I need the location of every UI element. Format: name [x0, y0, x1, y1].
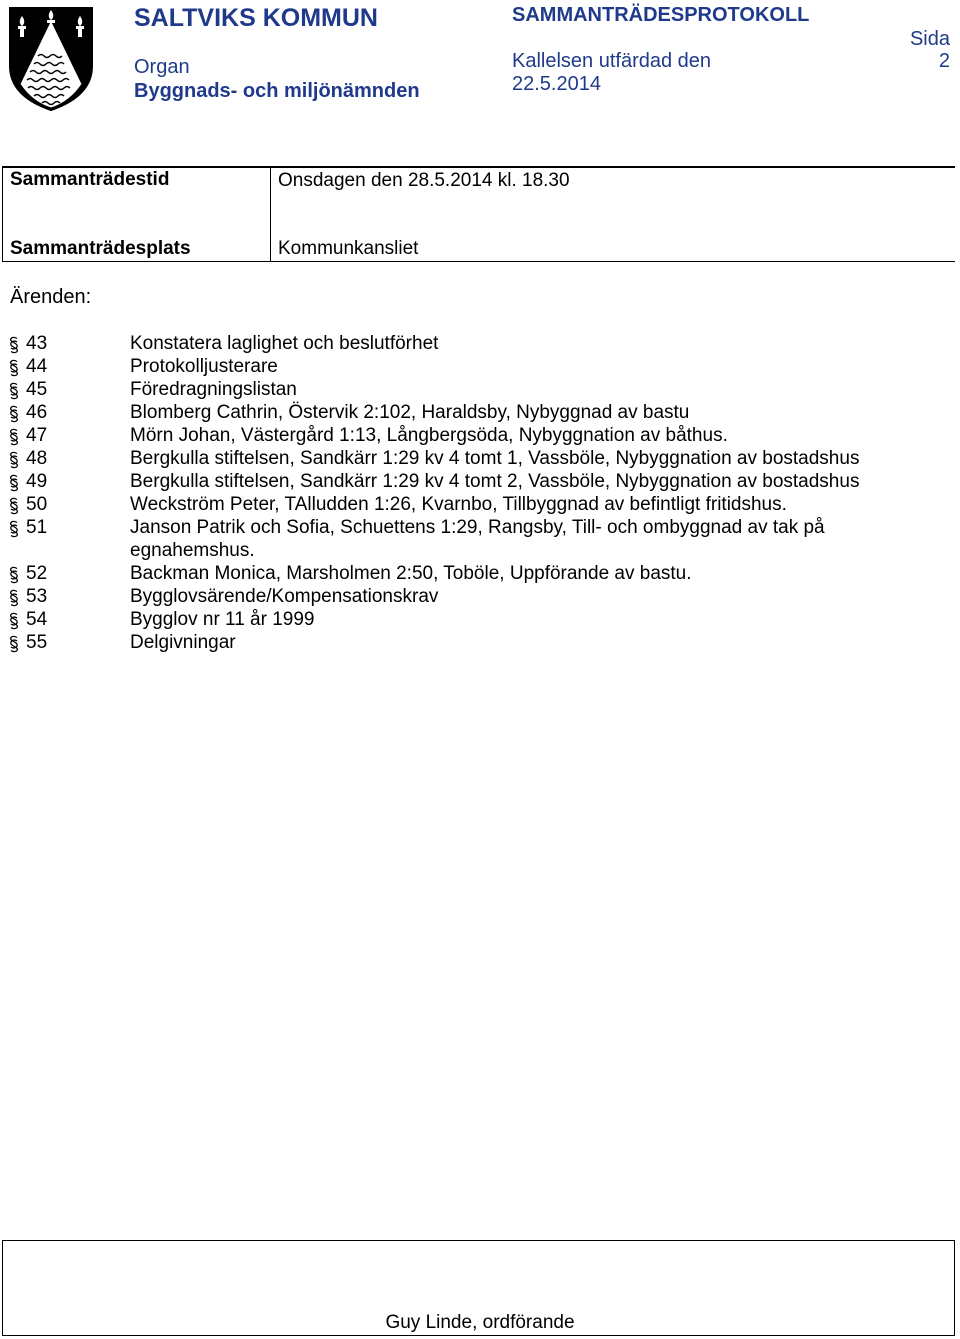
agenda-item-text: Mörn Johan, Västergård 1:13, Långbergsöda, Nybyggnation av båthus.	[130, 425, 728, 446]
agenda-item-number: 50	[26, 494, 48, 515]
agenda-item-text: Bergkulla stiftelsen, Sandkärr 1:29 kv 4 tomt 1, Vassböle, Nybyggnation av bostadshus	[130, 448, 860, 469]
coat-of-arms-icon	[8, 6, 94, 112]
section-sign-icon	[8, 635, 20, 653]
document-type: SAMMANTRÄDESPROTOKOLL	[512, 4, 810, 26]
meeting-date-value: Onsdagen den 28.5.2014 kl. 18.30	[278, 170, 570, 191]
section-sign-icon	[8, 451, 20, 469]
agenda-item-number: 44	[26, 356, 48, 377]
meeting-info-divider	[270, 168, 271, 262]
municipality-name: SALTVIKS KOMMUN	[134, 4, 378, 32]
agenda-item	[0, 332, 960, 355]
agenda-item	[0, 378, 960, 401]
agenda-item-number: 43	[26, 333, 48, 354]
meeting-place-value: Kommunkansliet	[278, 238, 419, 259]
agenda-item-text: Bergkulla stiftelsen, Sandkärr 1:29 kv 4 tomt 2, Vassböle, Nybyggnation av bostadshus	[130, 471, 860, 492]
agenda-item-number: 51	[26, 517, 48, 538]
agenda-item-number: 48	[26, 448, 48, 469]
agenda-item	[0, 493, 960, 516]
page-label: Sida	[909, 28, 950, 50]
section-sign-icon	[8, 382, 20, 400]
agenda-item-text: Bygglovsärende/Kompensationskrav	[130, 586, 439, 607]
agenda-item	[0, 424, 960, 447]
agenda-item	[0, 631, 960, 654]
agenda-item-number: 53	[26, 586, 48, 607]
agenda-item-text: Delgivningar	[130, 632, 236, 653]
issued-date: 22.5.2014	[512, 73, 601, 95]
agenda-item	[0, 355, 960, 378]
section-sign-icon	[8, 497, 20, 515]
section-sign-icon	[8, 612, 20, 630]
section-sign-icon	[8, 589, 20, 607]
organ-value: Byggnads- och miljönämnden	[134, 80, 420, 102]
agenda-item	[0, 585, 960, 608]
items-heading: Ärenden:	[10, 286, 92, 308]
agenda-item-text: Protokolljusterare	[130, 356, 278, 377]
section-sign-icon	[8, 336, 20, 354]
agenda-item-number: 45	[26, 379, 48, 400]
agenda-item	[0, 447, 960, 470]
agenda-item-text: Weckström Peter, TAlludden 1:26, Kvarnbo, Tillbyggnad av befintligt fritidshus.	[130, 494, 787, 515]
agenda-item-text: Konstatera laglighet och beslutförhet	[130, 333, 439, 354]
agenda-item-number: 47	[26, 425, 48, 446]
agenda-item-text: Backman Monica, Marsholmen 2:50, Toböle, Uppförande av bastu.	[130, 563, 692, 584]
agenda-item-number: 55	[26, 632, 48, 653]
agenda-item	[0, 608, 960, 631]
meeting-place-label: Sammanträdesplats	[10, 238, 191, 259]
organ-label: Organ	[134, 56, 190, 78]
agenda-item-number: 54	[26, 609, 48, 630]
agenda-item	[0, 401, 960, 424]
section-sign-icon	[8, 359, 20, 377]
agenda-item-text: Janson Patrik och Sofia, Schuettens 1:29, Rangsby, Till- och ombyggnad av tak på egnahemshus.	[130, 517, 825, 561]
agenda-item-number: 52	[26, 563, 48, 584]
signature-name: Guy Linde, ordförande	[385, 1312, 575, 1333]
section-sign-icon	[8, 474, 20, 492]
agenda-item	[0, 516, 960, 562]
agenda-item	[0, 562, 960, 585]
section-sign-icon	[8, 520, 20, 538]
agenda-list	[0, 332, 960, 654]
agenda-item-number: 46	[26, 402, 48, 423]
section-sign-icon	[8, 566, 20, 584]
meeting-date-label: Sammanträdestid	[10, 169, 170, 190]
section-sign-icon	[8, 428, 20, 446]
agenda-item	[0, 470, 960, 493]
section-sign-icon	[8, 405, 20, 423]
agenda-item-text: Bygglov nr 11 år 1999	[130, 609, 315, 630]
page-number: 2	[938, 50, 950, 72]
agenda-item-number: 49	[26, 471, 48, 492]
issued-label: Kallelsen utfärdad den	[512, 50, 712, 72]
agenda-item-text: Föredragningslistan	[130, 379, 297, 400]
agenda-item-text: Blomberg Cathrin, Östervik 2:102, Haraldsby, Nybyggnad av bastu	[130, 402, 690, 423]
